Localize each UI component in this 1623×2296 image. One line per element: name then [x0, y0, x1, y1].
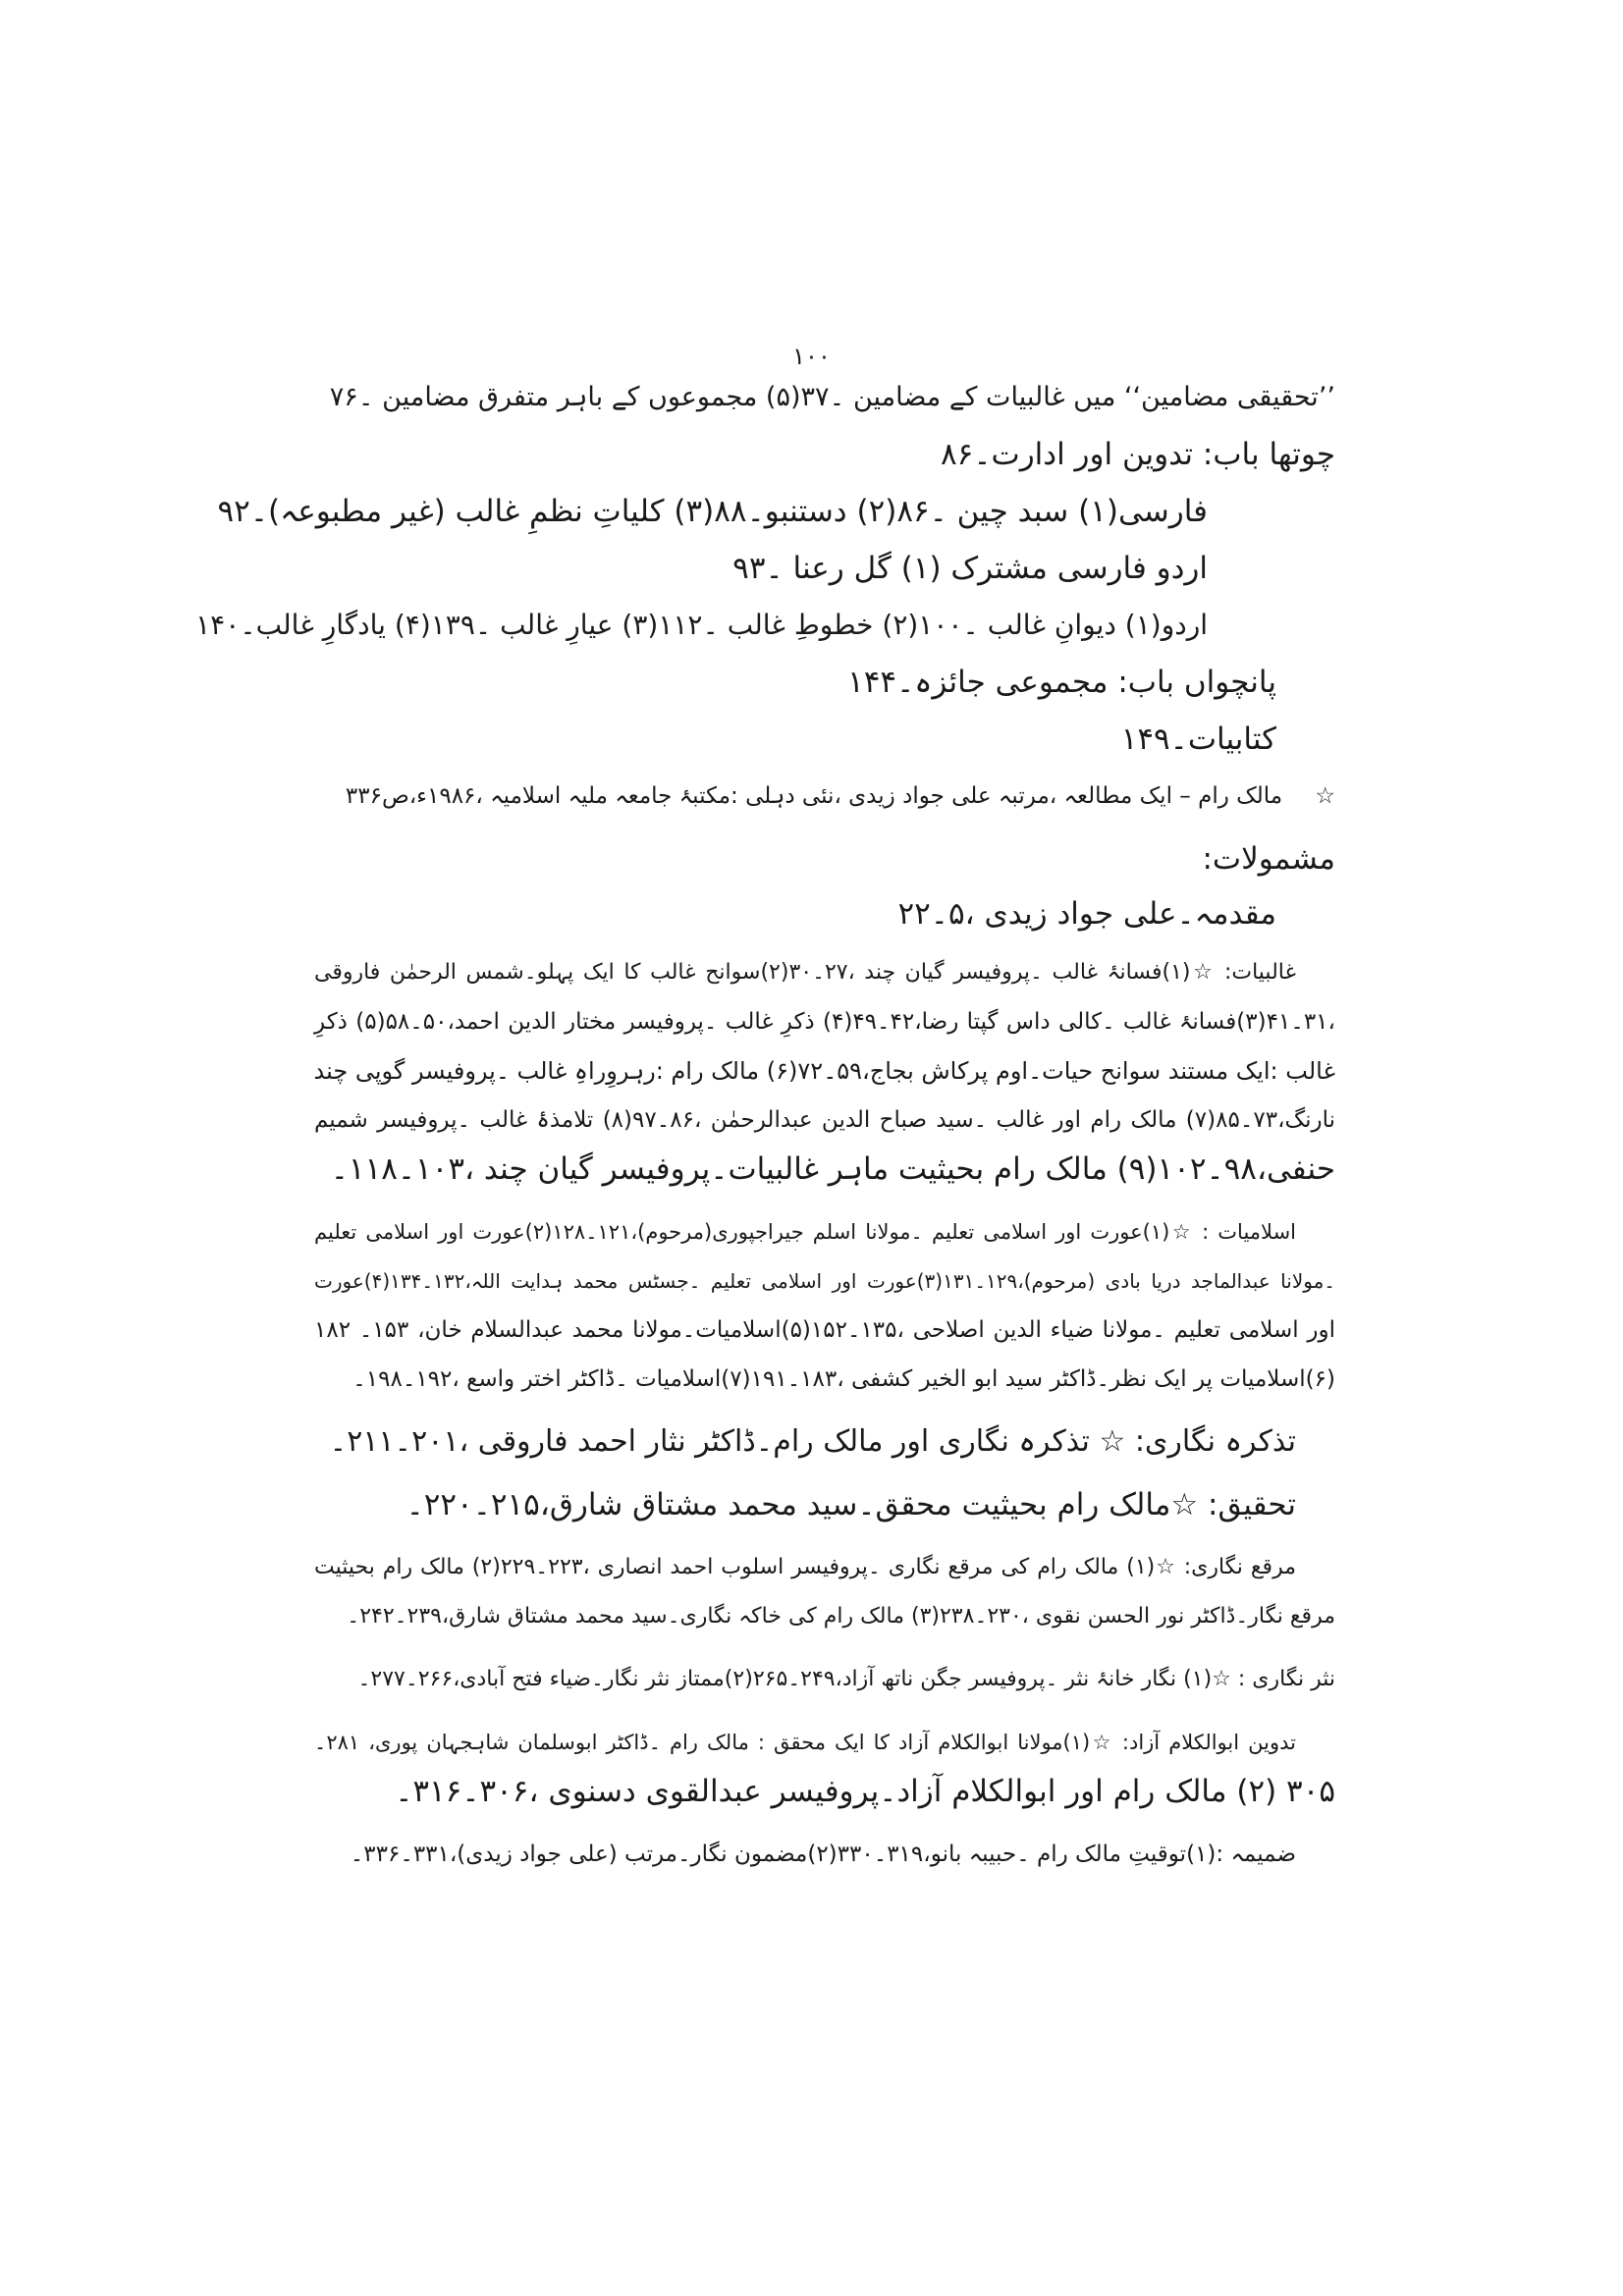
- toc-bibliography: کتابیات۔۱۴۹: [1120, 721, 1276, 757]
- text-line: نارنگ،۷۳۔۸۵(۷) مالک رام اور غالب ۔سید صباح الدین عبدالرحمٰن ،۸۶۔۹۷(۸) تلامذۂ غالب ۔پروفیسر شمیم: [314, 1107, 1335, 1133]
- toc-persian: فارسی(۱) سبد چین ۔۸۶(۲) دستنبو۔۸۸(۳) کلیاتِ نظمِ غالب (غیر مطبوعہ)۔۹۲: [217, 494, 1208, 529]
- text-line: ضمیمہ :(۱)توقیتِ مالک رام ۔حبیبہ بانو،۳۱۹۔۳۳۰(۲)مضمون نگار۔مرتب (علی جواد زیدی)،۳۳۱۔۳۳۶۔: [350, 1842, 1296, 1867]
- text-line: مرقع نگاری: ☆(۱) مالک رام کی مرقع نگاری ۔پروفیسر اسلوب احمد انصاری ،۲۲۳۔۲۲۹(۲) مالک رام بحیثیت: [314, 1555, 1296, 1579]
- section-zameema: [314, 1830, 1335, 1879]
- toc-intro-line: ’’تحقیقی مضامین‘‘ میں غالبیات کے مضامین ۔۳۷(۵) مجموعوں کے باہر متفرق مضامین ۔۷۶: [329, 382, 1335, 412]
- section-muraqqa: [314, 1543, 1335, 1641]
- text-line: تحقیق: ☆مالک رام بحیثیت محقق۔سید محمد مشتاق شارق،۲۱۵۔۲۲۰۔: [406, 1487, 1296, 1522]
- text-line: ۳۰۵ (۲) مالک رام اور ابوالکلام آزاد۔پروفیسر عبدالقوی دسنوی ،۳۰۶۔۳۱۶۔: [395, 1774, 1335, 1809]
- toc-chapter-4: چوتھا باب: تدوین اور ادارت۔۸۶: [941, 437, 1335, 472]
- section-tazkira: [314, 1417, 1335, 1467]
- contents-label: مشمولات:: [1202, 841, 1335, 877]
- text-line: تذکرہ نگاری: ☆ تذکرہ نگاری اور مالک رام۔ڈاکٹر نثار احمد فاروقی ،۲۰۱۔۲۱۱۔: [329, 1424, 1296, 1459]
- text-line: مرقع نگار۔ڈاکٹر نور الحسن نقوی ،۲۳۰۔۲۳۸(۳) مالک رام کی خاکہ نگاری۔سید محمد مشتاق شارق،۲۳۹۔۲۴۲۔: [347, 1604, 1335, 1629]
- text-line: تدوین ابوالکلام آزاد: ☆(۱)مولانا ابوالکلام آزاد کا ایک محقق : مالک رام ۔ڈاکٹر ابوسلمان شاہجہان پوری، ۲۸۱۔: [314, 1731, 1296, 1754]
- section-tadween: [314, 1718, 1335, 1816]
- text-line: غالبیات: ☆(۱)فسانۂ غالب ۔پروفیسر گیان چند ،۲۷۔۳۰(۲)سوانح غالب کا ایک پہلو۔شمس الرحمٰن فاروقی: [314, 960, 1296, 985]
- book-citation: مالک رام – ایک مطالعہ ،مرتبہ علی جواد زیدی ،نئی دہلی :مکتبۂ جامعہ ملیہ اسلامیہ ،۱۹۸۶ء،ص۳۳۶: [345, 783, 1283, 809]
- section-nasr: [314, 1655, 1335, 1704]
- text-line: ۔مولانا عبدالماجد دریا بادی (مرحوم)،۱۲۹۔۱۳۱(۳)عورت اور اسلامی تعلیم ۔جسٹس محمد ہدایت اللہ،۱۳۲۔۱۳۴(۴)عورت: [314, 1269, 1335, 1293]
- text-line: اور اسلامی تعلیم ۔مولانا ضیاء الدین اصلاحی ،۱۳۵۔۱۵۲(۵)اسلامیات۔مولانا محمد عبدالسلام خان، ۱۵۳۔ ۱۸۲: [314, 1317, 1335, 1343]
- book-entry: [314, 774, 1335, 819]
- section-ghalibiyat: [314, 948, 1335, 1194]
- toc-chapter-5: پانچواں باب: مجموعی جائزہ۔۱۴۴: [847, 665, 1276, 700]
- page-number: ١٠٠: [792, 343, 831, 370]
- text-line: نثر نگاری : ☆(۱) نگار خانۂ نثر ۔پروفیسر جگن ناتھ آزاد،۲۴۹۔۲۶۵(۲)ممتاز نثر نگار۔ضیاء فتح آبادی،۲۶۶۔۲۷۷۔: [357, 1667, 1335, 1691]
- text-line: غالب :ایک مستند سوانح حیات۔اوم پرکاش بجاج،۵۹۔۷۲(۶) مالک رام :رہروِراہِ غالب ۔پروفیسر گوپی چند: [313, 1057, 1335, 1085]
- text-line: ،۳۱۔۴۱(۳)فسانۂ غالب ۔کالی داس گپتا رضا،۴۲۔۴۹(۴) ذکرِ غالب ۔پروفیسر مختار الدین احمد،۵۰۔۵۸(۵) ذکرِ: [314, 1009, 1335, 1035]
- text-line: اسلامیات : ☆(۱)عورت اور اسلامی تعلیم ۔مولانا اسلم جیراجپوری(مرحوم)،۱۲۱۔۱۲۸(۲)عورت اور اسلامی تعلیم: [314, 1220, 1296, 1244]
- toc-urdu-persian: اردو فارسی مشترک (۱) گل رعنا ۔۹۳: [732, 551, 1208, 586]
- toc-urdu: اردو(۱) دیوانِ غالب ۔۱۰۰(۲) خطوطِ غالب ۔۱۱۲(۳) عیارِ غالب ۔۱۳۹(۴) یادگارِ غالب۔۱۴۰: [195, 609, 1208, 641]
- text-line: (۶)اسلامیات پر ایک نظر۔ڈاکٹر سید ابو الخیر کشفی ،۱۸۳۔۱۹۱(۷)اسلامیات ۔ڈاکٹر اختر واسع ،۱۹۲۔۱۹۸۔: [352, 1366, 1335, 1392]
- intro-entry: مقدمہ۔علی جواد زیدی ،۵۔۲۲: [897, 896, 1276, 932]
- section-islamiyat: [314, 1207, 1335, 1404]
- section-tahqiq: [314, 1480, 1335, 1529]
- star-icon: ☆: [1315, 783, 1335, 809]
- text-line: حنفی،۹۸۔۱۰۲(۹) مالک رام بحیثیت ماہر غالبیات۔پروفیسر گیان چند ،۱۰۳۔۱۱۸۔: [330, 1151, 1335, 1187]
- page-content: [195, 375, 1335, 1893]
